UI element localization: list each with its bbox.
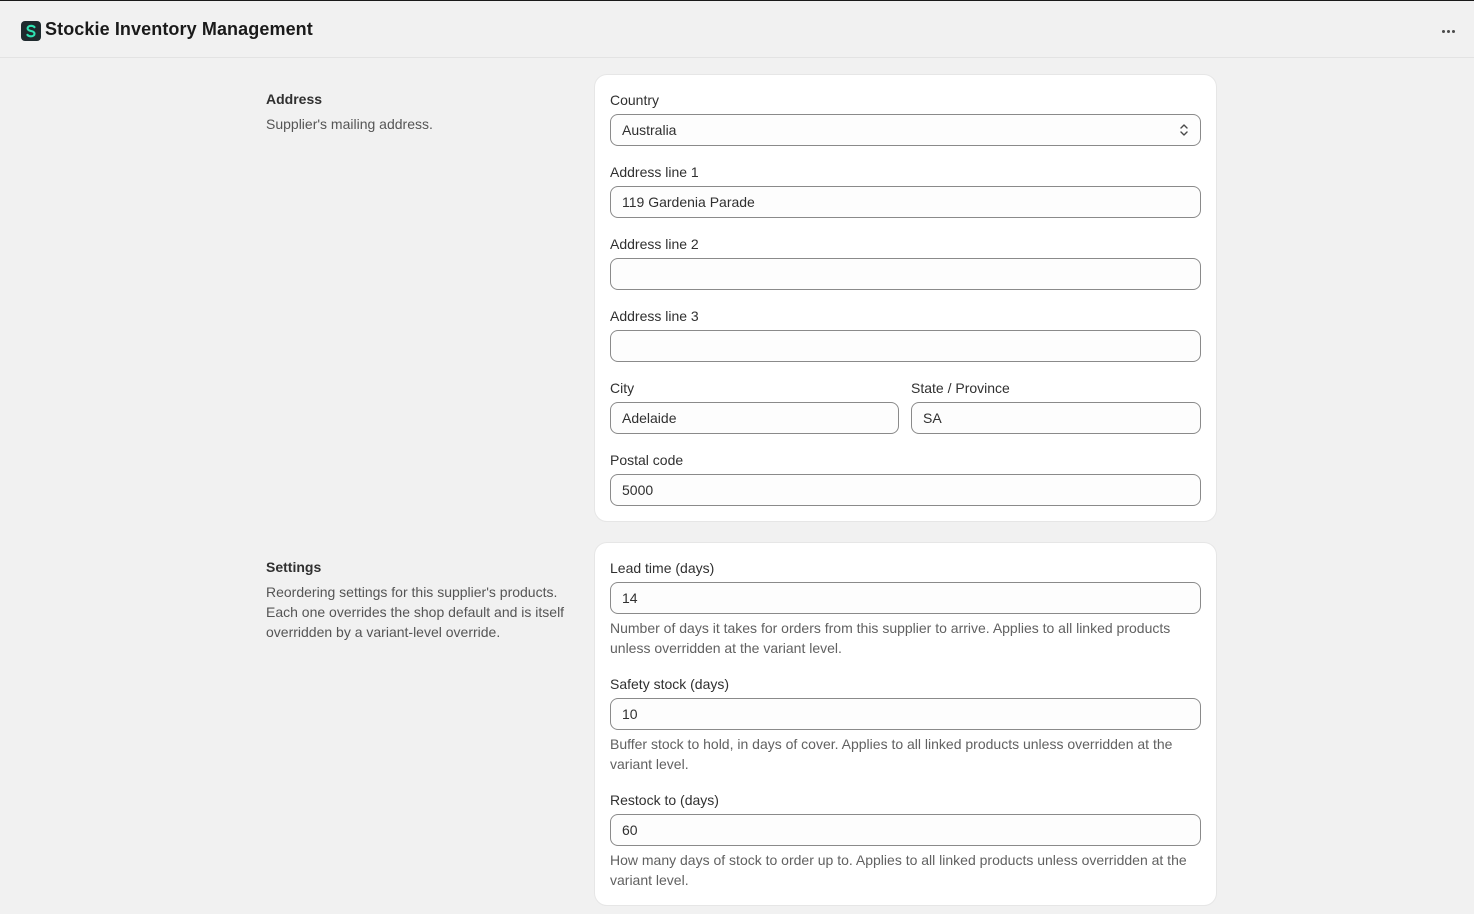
- lead-time-input[interactable]: [610, 582, 1201, 614]
- safety-stock-help: Buffer stock to hold, in days of cover. Applies to all linked products unless overridden at the variant level.: [610, 736, 1173, 772]
- safety-stock-input[interactable]: [610, 698, 1201, 730]
- settings-section-description: Reordering settings for this supplier's products. Each one overrides the shop default and is itself overridden by a variant-level override.: [266, 584, 565, 640]
- lead-time-value: 14: [622, 590, 638, 606]
- more-actions-button[interactable]: [1436, 21, 1460, 41]
- postal-code-input[interactable]: [610, 474, 1201, 506]
- state-value: SA: [923, 410, 942, 426]
- city-input[interactable]: [610, 402, 899, 434]
- country-select-value: Australia: [622, 122, 677, 138]
- restock-to-label: Restock to (days): [610, 792, 719, 808]
- settings-section-info: [266, 559, 566, 642]
- address-line1-label: Address line 1: [610, 164, 699, 180]
- address-line2-label: Address line 2: [610, 236, 699, 252]
- address-line3-input[interactable]: [610, 330, 1201, 362]
- safety-stock-value: 10: [622, 706, 638, 722]
- state-input[interactable]: [911, 402, 1201, 434]
- select-chevron-icon: [1179, 123, 1189, 137]
- restock-to-input[interactable]: [610, 814, 1201, 846]
- address-line1-value: 119 Gardenia Parade: [622, 194, 755, 210]
- address-section-description: Supplier's mailing address.: [266, 116, 433, 132]
- city-value: Adelaide: [622, 410, 677, 426]
- app-title: Stockie Inventory Management: [45, 19, 313, 39]
- country-select[interactable]: [610, 114, 1201, 146]
- lead-time-label: Lead time (days): [610, 560, 715, 576]
- settings-section-title: Settings: [266, 559, 322, 575]
- app-header: [0, 0, 1474, 58]
- postal-code-label: Postal code: [610, 452, 684, 468]
- restock-to-help: How many days of stock to order up to. Applies to all linked products unless overridden at the variant level.: [610, 852, 1187, 888]
- city-label: City: [610, 380, 635, 396]
- app-logo-icon: [21, 21, 41, 41]
- restock-to-value: 60: [622, 822, 638, 838]
- address-line2-input[interactable]: [610, 258, 1201, 290]
- address-section-info: [266, 91, 566, 134]
- safety-stock-label: Safety stock (days): [610, 676, 730, 692]
- more-horizontal-icon: [1442, 30, 1445, 33]
- lead-time-help: Number of days it takes for orders from this supplier to arrive. Applies to all linked products unless overridden at the variant level.: [610, 620, 1171, 656]
- state-label: State / Province: [911, 380, 1010, 396]
- country-label: Country: [610, 92, 660, 108]
- postal-code-value: 5000: [622, 482, 654, 498]
- address-card: [595, 75, 1216, 521]
- address-line1-input[interactable]: [610, 186, 1201, 218]
- settings-card: [595, 543, 1216, 905]
- address-section-title: Address: [266, 91, 323, 107]
- address-line3-label: Address line 3: [610, 308, 699, 324]
